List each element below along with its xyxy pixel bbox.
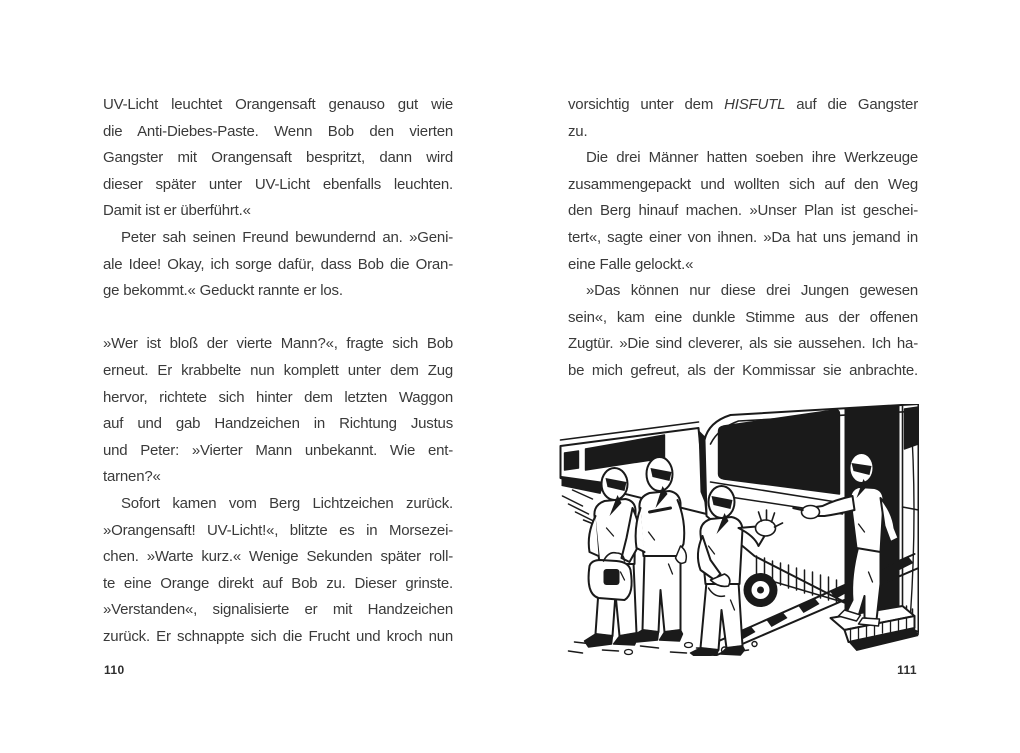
text-line: und Peter: »Vierter Mann unbekannt. Wie ent- bbox=[103, 441, 453, 459]
text-line: Damit ist er überführt.« bbox=[103, 202, 251, 220]
text-line: eine Falle gelockt.« bbox=[568, 255, 694, 273]
text-line: Sofort kamen vom Berg Lichtzeichen zurück. bbox=[121, 494, 453, 512]
text-line: tert«, sagte einer von ihnen. »Da hat uns jemand in bbox=[568, 228, 918, 246]
text-segment: auf die Gangster bbox=[785, 96, 918, 113]
text-line: te eine Orange direkt auf Bob zu. Dieser grinste. bbox=[103, 574, 453, 592]
scene-break bbox=[103, 305, 453, 332]
text-line: chen. »Warte kurz.« Wenige Sekunden später roll- bbox=[103, 548, 453, 566]
text-line: UV-Licht leuchtet Orangensaft genauso gut wie bbox=[103, 96, 453, 113]
train-wheel bbox=[744, 573, 778, 607]
text-line: »Das können nur diese drei Jungen gewesen bbox=[586, 282, 918, 300]
text-line: die Anti-Diebes-Paste. Wenn Bob den vierten bbox=[103, 122, 453, 140]
text-line: erneut. Er krabbelte nun komplett unter dem Zug bbox=[103, 361, 453, 379]
text-line: dieser später unter UV-Licht ebenfalls leuchten. bbox=[103, 175, 453, 193]
left-text-column bbox=[103, 92, 453, 650]
text-line: »Verstanden«, signalisierte er mit Handzeichen bbox=[103, 601, 453, 619]
text-line: Peter sah seinen Freund bewundernd an. »Geni- bbox=[121, 228, 453, 246]
text-line: zu. bbox=[568, 122, 588, 140]
text-line: ale Idee! Okay, ich sorge dafür, dass Bob die Oran- bbox=[103, 255, 453, 273]
text-line: ge bekommt.« Geduckt rannte er los. bbox=[103, 282, 343, 300]
text-line: den Berg hinauf machen. »Unser Plan ist geschei- bbox=[568, 202, 918, 220]
text-line: hervor, richtete sich hinter dem letzten Waggon bbox=[103, 388, 453, 406]
page-number-right: 111 bbox=[897, 663, 917, 677]
text-line: zusammengepackt und wollten sich auf den Weg bbox=[568, 175, 918, 193]
text-line: auf und gab Handzeichen in Richtung Justus bbox=[103, 415, 453, 433]
text-line: »Orangensaft! UV-Licht!«, blitzte es in Morsezei- bbox=[103, 521, 453, 539]
text-segment: vorsichtig unter dem bbox=[568, 96, 725, 113]
story-illustration-train-gangsters bbox=[558, 404, 919, 656]
text-line: Gangster mit Orangensaft bespritzt, dann wird bbox=[103, 149, 453, 167]
text-line: Die drei Männer hatten soeben ihre Werkzeuge bbox=[586, 149, 918, 167]
right-text-column bbox=[568, 92, 918, 385]
code-word: HISFUTL bbox=[724, 96, 786, 113]
text-line bbox=[568, 92, 918, 119]
text-line: Zugtür. »Die sind cleverer, als sie aussehen. Ich ha- bbox=[568, 335, 918, 353]
text-line: be mich gefreut, als der Kommissar sie anbrachte. bbox=[568, 361, 918, 379]
text-line: tarnen?« bbox=[103, 468, 161, 486]
text-line: zurück. Er schnappte sich die Frucht und kroch nun bbox=[103, 627, 453, 645]
text-line: »Wer ist bloß der vierte Mann?«, fragte sich Bob bbox=[103, 335, 453, 353]
page-number-left: 110 bbox=[104, 663, 125, 677]
text-line: sein«, kam eine dunkle Stimme aus der offenen bbox=[568, 308, 918, 326]
